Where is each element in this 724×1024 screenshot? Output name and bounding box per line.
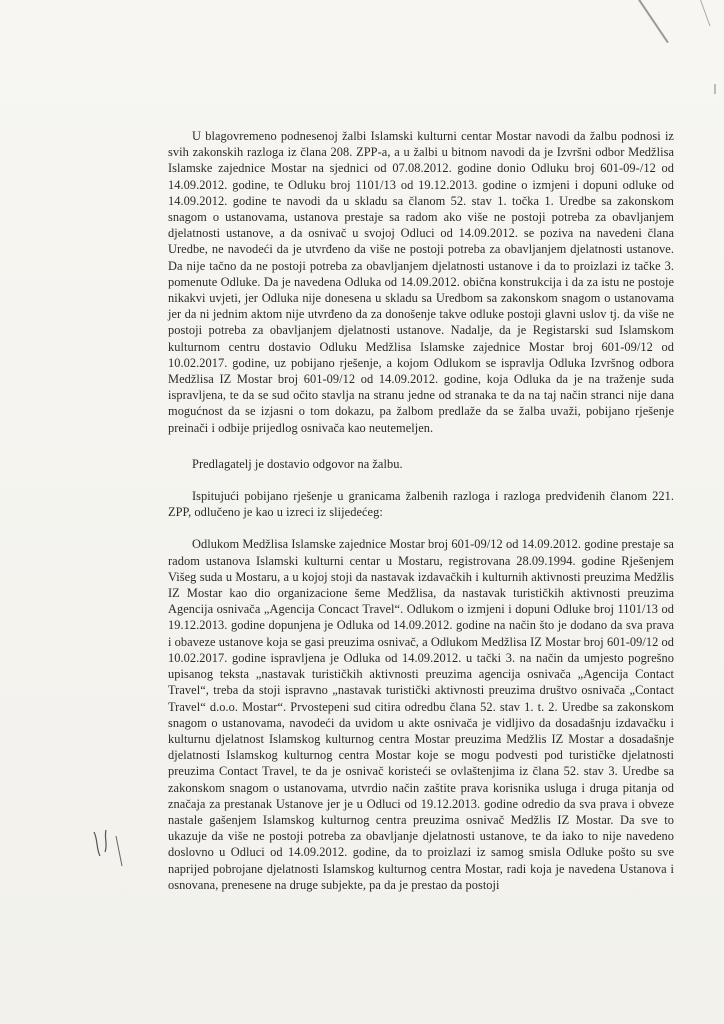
paragraph-response-note: Predlagatelj je dostavio odgovor na žalbu.: [192, 456, 403, 471]
scan-edge-tick: [714, 84, 716, 94]
document-body: [168, 128, 674, 893]
scan-edge-mark: [700, 0, 711, 26]
paragraph-appeal-summary: U blagovremeno podnesenoj žalbi Islamski kulturni centar Mostar navodi da žalbu podnosi iz svih zakonskih razloga iz člana 208. ZPP-a, a u žalbi u bitnom navodi da je Izvršni odbor Medžlisa Islamske zajednice Mostar na sjednici od 07.08.2012. godine donio Odluku broj 601-09-/12 od 14.09.2012. godine, te Odluku broj 1101/13 od 19.12.2013. godine o izmjeni i dopuni odluke od 14.09.2012. godine te navodi da u skladu sa članom 52. stav 1. točka 1. Uredbe sa zakonskom snagom o ustanovama, ustanova prestaje sa radom ako više ne postoji potreba za obavljanjem djelatnosti ustanove, a da osnivač u svojoj Odluci od 14.09.2012. se poziva na navedeni člana Uredbe, ne navodeći da je utvrđeno da više ne postoji potreba za obavljanjem djelatnosti ustanove. Da nije tačno da ne postoji potreba za obavljanjem djelatnosti ustanove i da to proizlazi iz tačke 3. pomenute Odluke. Da je navedena Odluka od 14.09.2012. obična konstrukcija i da za istu ne postoje nikakvi uvjeti, jer Odluka nije donesena u skladu sa Uredbom sa zakonskom snagom o ustanovama jer da ni jednim aktom nije utvrđeno da za donošenje takve odluke postoji glavni uslov tj. da više ne postoji potreba za obavljanjem djelatnosti ustanove. Nadalje, da je Registarski sud Islamskom kulturnom centru dostavio Odluku Medžlisa Islamske zajednice Mostar broj 601-09/12 od 10.02.2017. godine, uz pobijano rješenje, a kojom Odlukom se ispravlja Odluka Izvršnog odbora Medžlisa IZ Mostar broj 601-09/12 od 14.09.2012. godine, koja Odluka da je na traženje suda ispravljena, te da se sud očito stavlja na stranu jedne od stranaka te da na taj način stranci nije dana mogućnost da se izjasni o tom dokazu, pa žalbom predlaže da se žalba uvaži, pobijano rješenje preinači i odbije prijedlog osnivača kao neutemeljen.: [168, 129, 674, 435]
paragraph-examination: Ispitujući pobijano rješenje u granicama žalbenih razloga i razloga predviđenih članom 221. ZPP, odlučeno je kao u izreci iz slijedećeg:: [168, 489, 674, 520]
handwritten-margin-mark: [88, 826, 128, 870]
scan-edge-mark: [638, 0, 668, 43]
paragraph-decision-reasoning: Odlukom Medžlisa Islamske zajednice Mostar broj 601-09/12 od 14.09.2012. godine prestaje sa radom ustanova Islamski kulturni centar u Mostaru, registrovana 28.09.1994. godine Rješenjem Višeg suda u Mostaru, a u kojoj stoji da nastavak izdavačkih i kulturnih aktivnosti preuzima Medžlis IZ Mostar kao dio organizacione šeme Medžlisa, da nastavak turističkih aktivnosti preuzima Agencija osnivača „Agencija Concact Travel“. Odlukom o izmjeni i dopuni Odluke broj 1101/13 od 19.12.2013. godine dopunjena je Odluka od 14.09.2012. godine na način što je dodano da sva prava i obaveze ustanove koja se gasi preuzima osnivač, a Odlukom Medžlisa IZ Mostar broj 601-09/12 od 10.02.2017. godine ispravljena je Odluka od 14.09.2012. u tački 3. na način da umjesto pogrešno upisanog teksta „nastavak turističkih aktivnosti preuzima agencija osnivača „Agencija Contact Travel“, treba da stoji ispravno „nastavak turistički aktivnosti preuzima društvo osnivača „Contact Travel“ d.o.o. Mostar“. Prvostepeni sud citira odredbu člana 52. stav 1. t. 2. Uredbe sa zakonskom snagom o ustanovama, navodeći da uvidom u akte osnivača je vidljivo da dosadašnju izdavačku i kulturnu djelatnost Islamskog kulturnog centra Mostar preuzima Medžlis IZ Mostar a dosadašnje djelatnosti Islamskog kulturnog centra Mostar koje se mogu podvesti pod turističke djelatnosti preuzima Contact Travel, te da je osnivač koristeći se ovlaštenjima iz člana 52. stav 3. Uredbe sa zakonskom snagom o ustanovama, utvrdio način zaštite prava korisnika usluga i druga pitanja od značaja za prestanak Ustanove jer je u Odluci od 19.12.2013. godine odredio da sva prava i obveze nastale gašenjem Islamskog kulturnog centra preuzima osnivač Medžlis IZ Mostar. Da sve to ukazuje da više ne postoji potreba za obavljanje djelatnosti ustanove, te da iako to nije navedeno doslovno u Odluci od 14.09.2012. godine, da to proizlazi iz samog smisla Odluke pošto su sve naprijed pobrojane djelatnosti Islamskog kulturnog centra Mostar, radi koja je navedena Ustanova i osnovana, prenesene na druge subjekte, pa da je prestao da postoji: [168, 537, 674, 892]
